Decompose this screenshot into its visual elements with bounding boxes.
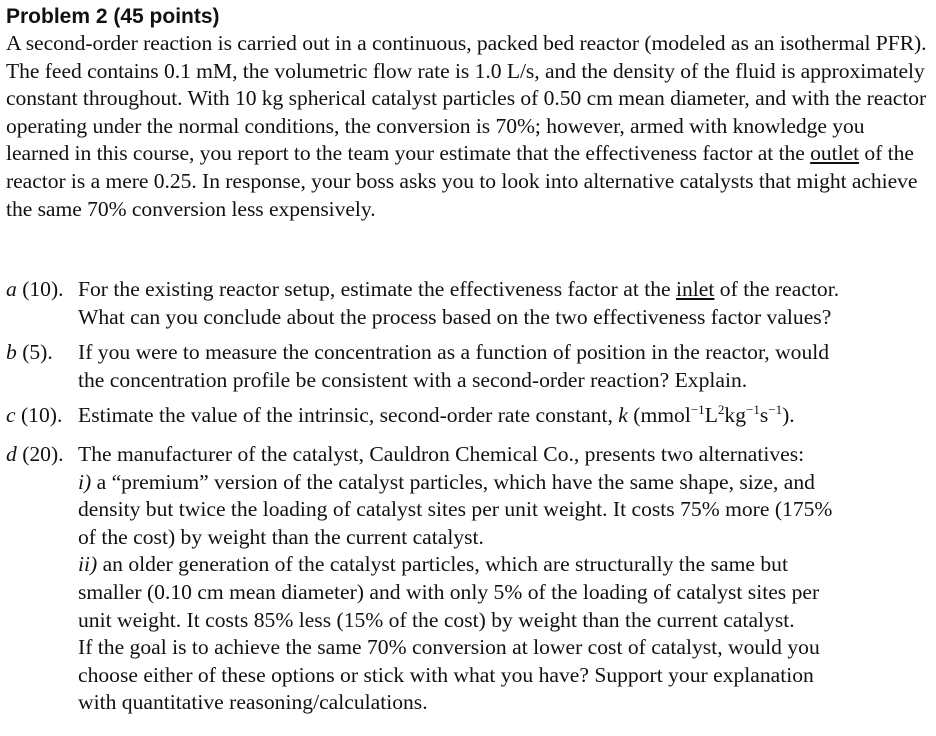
- units-s: s: [759, 403, 769, 428]
- units-close: ).: [782, 403, 795, 428]
- units-mmol: (mmol: [627, 403, 691, 428]
- part-d-question-line2: choose either of these options or stick with what you have? Support your explanation: [78, 662, 814, 687]
- rate-constant-units: [628, 403, 795, 427]
- part-a-line1: [78, 276, 932, 304]
- part-c-body: [78, 402, 932, 430]
- option-i-text: a “premium” version of the catalyst particles, which have the same shape, size, and: [91, 469, 815, 494]
- problem-title: Problem 2 (45 points): [6, 5, 220, 28]
- part-b-letter: b: [6, 340, 17, 365]
- intro-text-part2: of the reactor is a mere 0.25. In response, your boss asks you to look into alternative catalysts that might achieve the same 70% conversion less expensively.: [6, 141, 918, 221]
- units-kg: kg: [724, 403, 746, 428]
- part-b-line1: If you were to measure the concentration as a function of position in the reactor, would: [78, 340, 830, 365]
- part-a-line2: What can you conclude about the process based on the two effectiveness factor values?: [78, 304, 832, 329]
- part-b: [6, 339, 932, 394]
- problem-document: [6, 4, 932, 223]
- part-d-question-line1: If the goal is to achieve the same 70% conversion at lower cost of catalyst, would you: [78, 635, 820, 660]
- units-L: L: [704, 403, 718, 428]
- intro-underlined-outlet: outlet: [810, 141, 860, 166]
- units-exp-4: −1: [768, 402, 783, 418]
- part-a-text-end: of the reactor.: [714, 277, 840, 301]
- part-c-points: (10).: [15, 403, 63, 428]
- part-d-line1: The manufacturer of the catalyst, Cauldron Chemical Co., presents two alternatives:: [78, 441, 805, 466]
- option-ii-line2: smaller (0.10 cm mean diameter) and with only 5% of the loading of catalyst sites per: [78, 579, 820, 604]
- option-i-line2: density but twice the loading of catalyst sites per unit weight. It costs 75% more (175%: [78, 497, 833, 522]
- part-c-line1: [78, 402, 932, 430]
- part-d-question-line3: with quantitative reasoning/calculations.: [78, 690, 428, 715]
- part-c-letter: c: [6, 403, 16, 428]
- part-a-body: [78, 276, 932, 331]
- part-c: [6, 402, 932, 430]
- option-ii-label: ii): [78, 552, 98, 577]
- option-i-label: i): [78, 469, 92, 494]
- part-c-label: [6, 402, 78, 430]
- part-a: [6, 276, 932, 331]
- part-a-underlined-inlet: inlet: [676, 277, 715, 301]
- part-b-line2: the concentration profile be consistent with a second-order reaction? Explain.: [78, 367, 748, 392]
- units-exp-1: −1: [690, 402, 705, 418]
- part-c-text: Estimate the value of the intrinsic, second-order rate constant,: [78, 403, 619, 428]
- option-ii-line3: unit weight. It costs 85% less (15% of the cost) by weight than the current catalyst.: [78, 607, 795, 632]
- part-d-body: [78, 441, 932, 717]
- part-d-label: [6, 441, 78, 717]
- part-b-points: (5).: [16, 340, 53, 365]
- units-exp-3: −1: [745, 402, 760, 418]
- option-ii-text: an older generation of the catalyst particles, which are structurally the same but: [97, 552, 788, 577]
- part-b-body: [78, 339, 932, 394]
- problem-parts: [6, 276, 932, 717]
- part-a-points: (10).: [16, 277, 64, 301]
- intro-text-part1: A second-order reaction is carried out in a continuous, packed bed reactor (modeled as an isothermal PFR). The feed contains 0.1 mM, the volumetric flow rate is 1.0 L/s, and the density of the fluid is approximately constant throughout. With 10 kg spherical catalyst particles of 0.50 cm mean diameter, and with the reactor operating under the normal conditions, the conversion is 70%; however, armed with knowledge you learned in this course, you report to the team your estimate that the effectiveness factor at the: [6, 31, 927, 166]
- problem-intro: [6, 30, 932, 223]
- units-exp-2: 2: [717, 402, 725, 418]
- part-b-label: [6, 339, 78, 394]
- part-a-letter: a: [6, 277, 17, 301]
- option-i-line3: of the cost) by weight than the current catalyst.: [78, 524, 484, 549]
- part-d: [6, 441, 932, 717]
- part-d-points: (20).: [16, 441, 64, 466]
- option-ii-line1: [78, 551, 932, 579]
- part-d-letter: d: [6, 441, 17, 466]
- part-a-label: [6, 276, 78, 331]
- option-i-line1: [78, 469, 932, 497]
- part-a-text: For the existing reactor setup, estimate the effectiveness factor at the: [78, 277, 677, 301]
- rate-constant-symbol: k: [618, 403, 628, 428]
